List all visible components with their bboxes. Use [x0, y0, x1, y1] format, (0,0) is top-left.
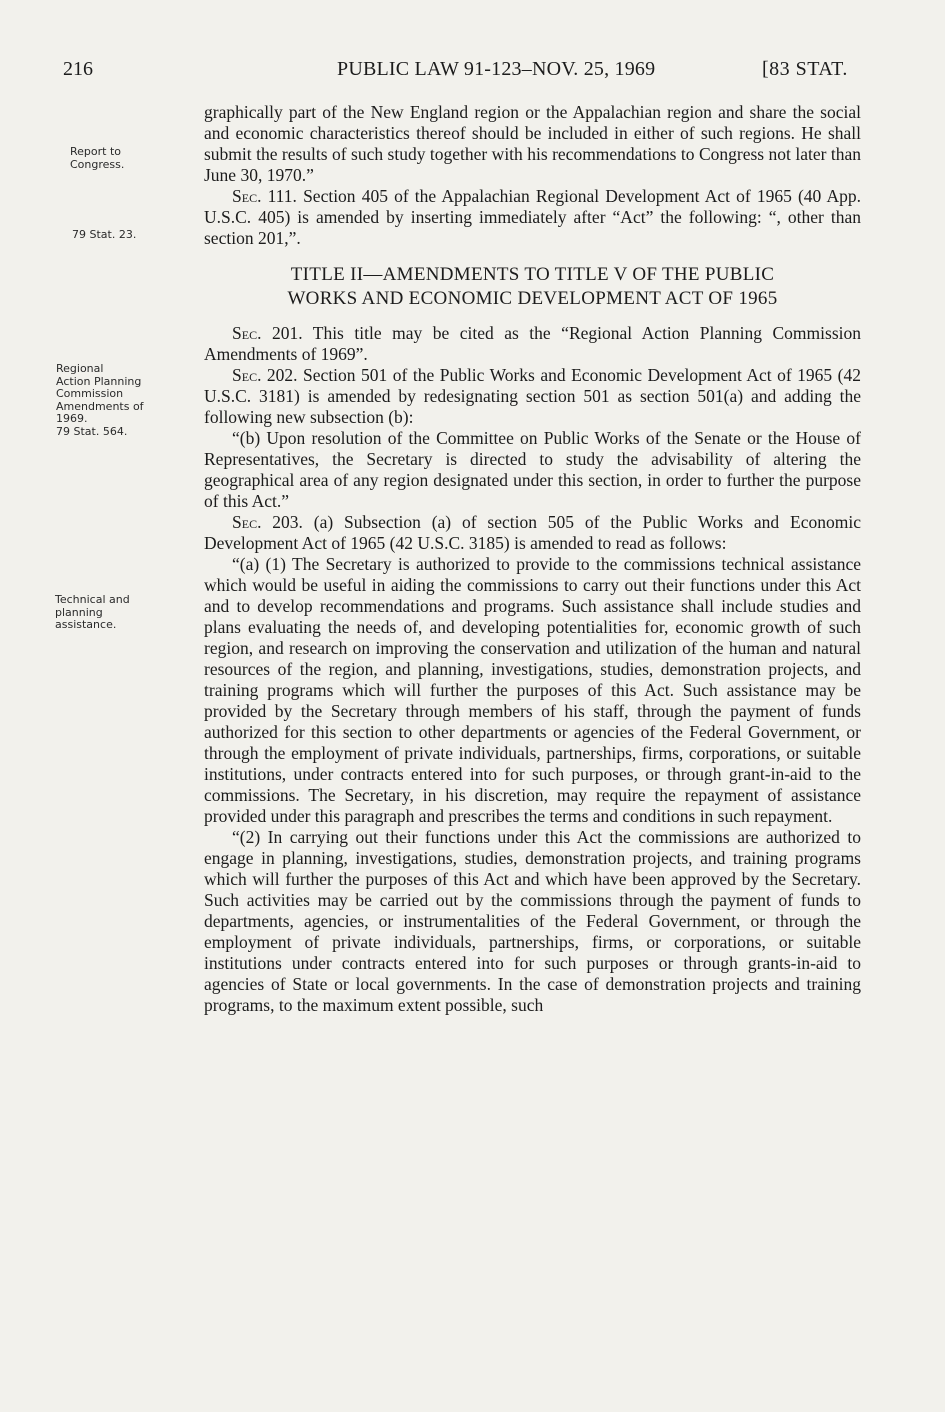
margin-note-line: Congress.	[70, 157, 125, 171]
title-heading	[204, 263, 861, 311]
margin-note-line: Commission	[56, 387, 124, 400]
running-title: PUBLIC LAW 91-123–NOV. 25, 1969	[337, 58, 656, 80]
margin-note-line: assistance.	[55, 618, 117, 631]
title-line: WORKS AND ECONOMIC DEVELOPMENT ACT OF 1965	[287, 288, 778, 309]
section-text: Section 405 of the Appalachian Regional Development Act of 1965 (40 App. U.S.C. 405) is amended by inserting immediately after “Act” the following: “, other than section 201,”.	[204, 186, 861, 248]
paragraph: graphically part of the New England region or the Appalachian region and share the social and economic characteristics thereof should be included in either of such regions. He shall submit the results of such study together with his recommendations to Congress not later than June 30, 1970.”	[204, 102, 861, 185]
margin-note-regional	[56, 363, 144, 438]
margin-note-line: Report to	[70, 145, 122, 158]
section-text: (a) Subsection (a) of section 505 of the Public Works and Economic Development Act of 1965 (42 U.S.C. 3185) is amended to read as follows:	[204, 512, 861, 553]
section-label: Sec. 111.	[232, 186, 297, 206]
section-label: Sec. 201.	[232, 323, 303, 343]
statute-body	[204, 102, 861, 1016]
margin-note-line: Action Planning	[56, 374, 142, 388]
margin-note-stat-79-23: 79 Stat. 23.	[72, 228, 137, 241]
section-label: Sec. 203.	[232, 512, 303, 532]
section-label: Sec. 202.	[232, 365, 298, 385]
section-text: This title may be cited as the “Regional Action Planning Commission Amendments of 1969”.	[204, 323, 862, 364]
section-text: Section 501 of the Public Works and Economic Development Act of 1965 (42 U.S.C. 3181) is amended by redesignating section 501 as section 501(a) and adding the following new subsection (b):	[204, 365, 861, 427]
section-203	[204, 512, 861, 554]
margin-note-line: Technical and	[55, 593, 130, 606]
margin-note-report	[70, 146, 124, 171]
paragraph: “(a) (1) The Secretary is authorized to provide to the commissions technical assistance which would be useful in aiding the commissions to carry out their functions under this Act and to develop recommendations and programs. Such assistance shall include studies and plans evaluating the needs of, and developing potentialities for, economic growth of such region, and research on improving the conservation and utilization of the human and natural resources of the region, and planning, investigations, studies, demonstration projects, and training programs which will further the purposes of this Act. Such assistance may be provided by the Secretary through members of his staff, through the payment of funds authorized for this section to other departments or agencies of the Federal Government, or through the employment of private individuals, partnerships, firms, corporations, or suitable institutions, under contracts entered into for such purposes, or through grant-in-aid to the commissions. The Secretary, in his discretion, may require the repayment of assistance provided under this paragraph and prescribes the terms and conditions in such repayment.	[204, 554, 861, 826]
margin-note-line: Regional	[56, 362, 104, 375]
margin-note-line: planning	[55, 605, 103, 619]
title-line: TITLE II—AMENDMENTS TO TITLE V OF THE PUBLIC	[290, 264, 775, 285]
section-201	[204, 323, 861, 365]
margin-note-line: 79 Stat. 564.	[56, 424, 128, 438]
section-111	[204, 186, 861, 249]
margin-note-line: Amendments of	[56, 399, 144, 413]
paragraph: “(2) In carrying out their functions under this Act the commissions are authorized to engage in planning, investigations, studies, demonstration projects, and training programs which will further the purposes of this Act and which have been approved by the Secretary. Such activities may be carried out by the commissions through the payment of funds to departments, agencies, or instrumentalities of the Federal Government, or through the employment of private individuals, partnerships, firms, or corporations, or suitable institutions under contracts entered into for such purposes or through grants-in-aid to agencies of State or local governments. In the case of demonstration projects and training programs, to the maximum extent possible, such	[204, 827, 861, 1015]
paragraph: “(b) Upon resolution of the Committee on Public Works of the Senate or the House of Representatives, the Secretary is directed to study the advisability of altering the geographical area of any region designated under this section, in order to further the purpose of this Act.”	[204, 428, 861, 511]
margin-note-technical	[55, 594, 130, 632]
margin-note-line: 1969.	[56, 412, 88, 425]
page-header	[0, 58, 945, 88]
page-number: 216	[63, 58, 93, 80]
section-202	[204, 365, 861, 428]
stat-reference: [83 STAT.	[762, 58, 848, 80]
